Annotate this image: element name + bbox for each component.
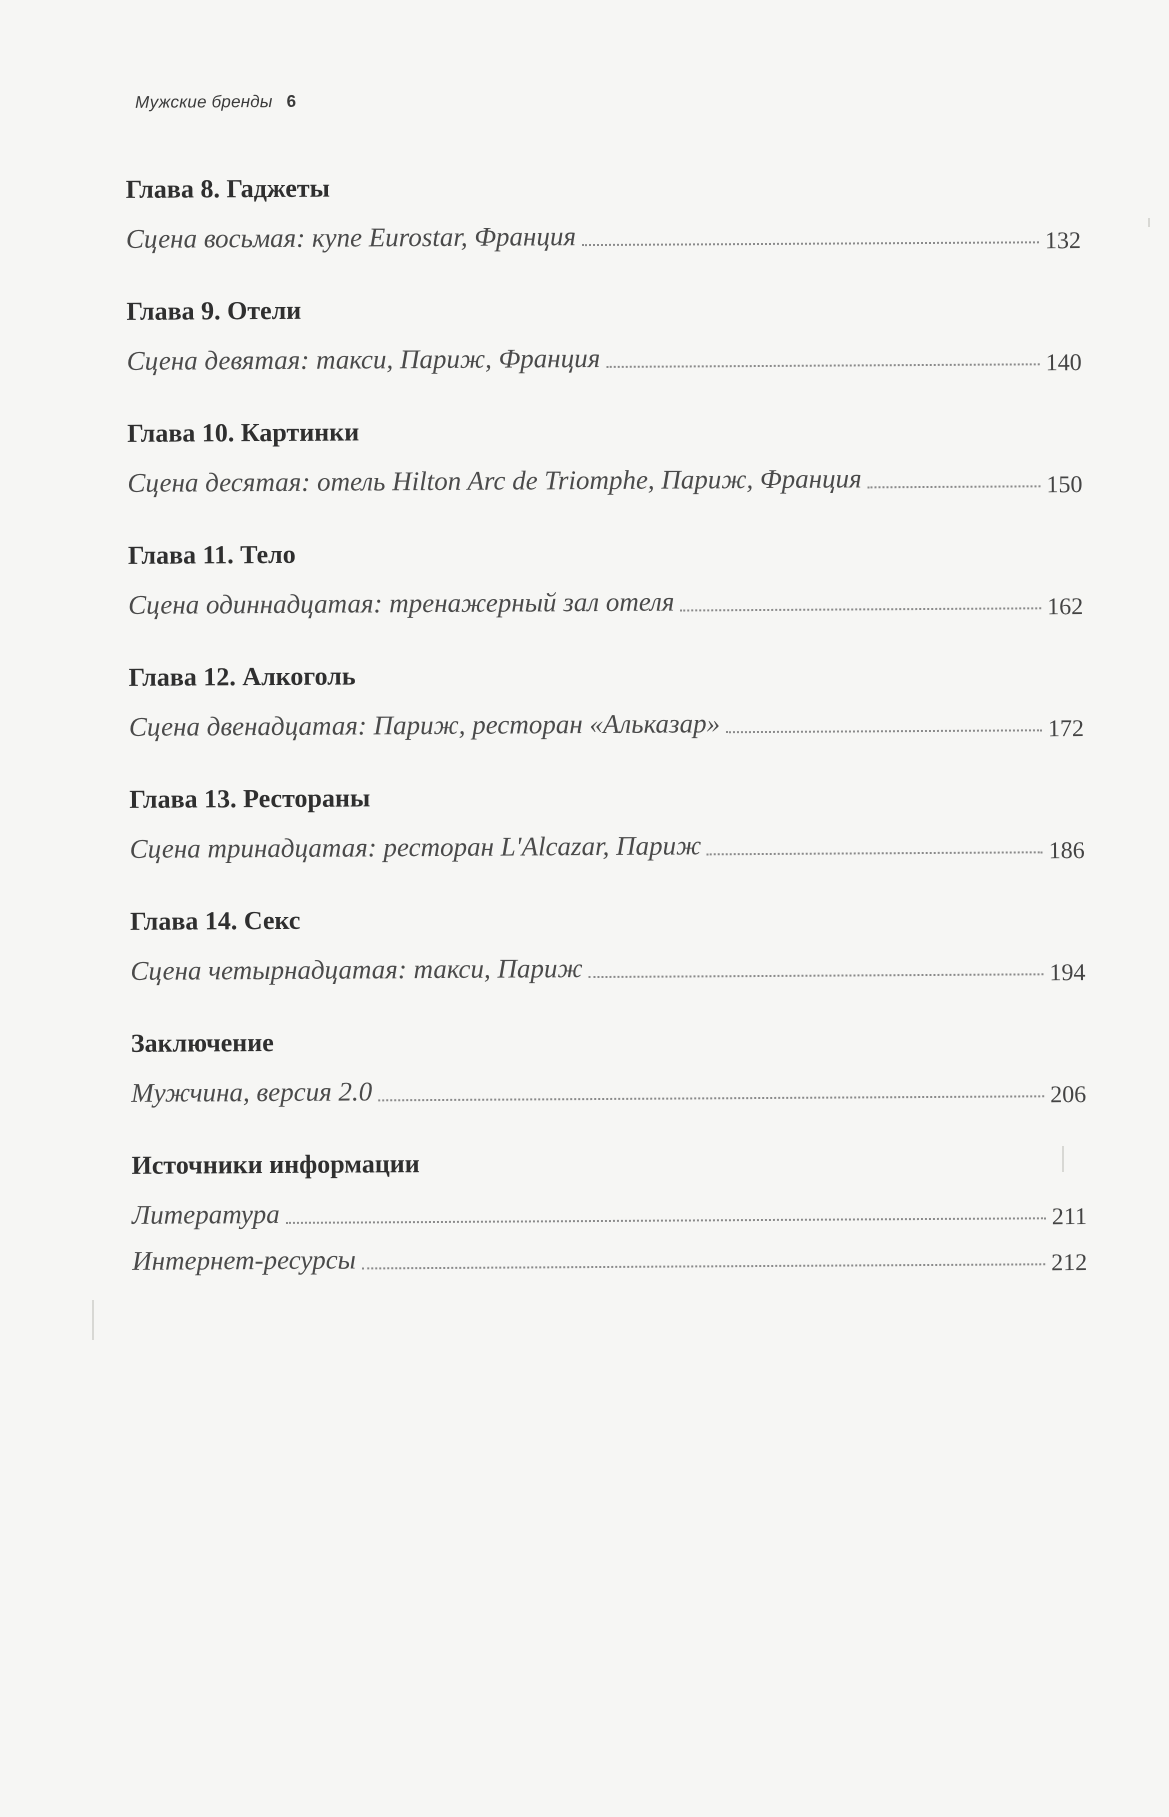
dot-leader <box>868 484 1041 488</box>
toc-section <box>130 899 1085 987</box>
toc-entry <box>127 337 1082 377</box>
page-number: 211 <box>1051 1204 1088 1231</box>
entry-title: Сцена десятая: отель Hilton Arc de Triomphe, Париж, Франция <box>127 463 862 498</box>
chapter-title: Глава 11. Тело <box>127 539 296 570</box>
running-head <box>135 92 296 113</box>
running-head-title: Мужские бренды <box>135 91 273 112</box>
entry-title: Сцена четырнадцатая: такси, Париж <box>130 953 583 986</box>
entry-title: Интернет-ресурсы <box>132 1244 357 1276</box>
chapter-title: Источники информации <box>131 1149 420 1180</box>
dot-leader <box>286 1216 1046 1224</box>
entry-title: Сцена восьмая: купе Eurostar, Франция <box>125 221 577 254</box>
dot-leader <box>362 1262 1045 1269</box>
toc-section <box>128 533 1083 621</box>
chapter-title: Глава 13. Рестораны <box>129 783 371 814</box>
toc-entry <box>132 1191 1087 1231</box>
dot-leader <box>680 606 1041 611</box>
dot-leader <box>589 972 1044 978</box>
toc-entry <box>127 459 1082 499</box>
toc-entry <box>130 947 1085 987</box>
dot-leader <box>707 850 1043 855</box>
toc-section <box>129 777 1084 865</box>
toc-entry <box>129 703 1084 743</box>
entry-title: Сцена одиннадцатая: тренажерный зал отеля <box>128 586 675 620</box>
paper-speck <box>92 1300 94 1340</box>
chapter-title: Глава 8. Гаджеты <box>125 173 331 204</box>
page-number: 132 <box>1044 228 1082 255</box>
toc-entry <box>130 825 1085 865</box>
toc-section <box>126 289 1081 377</box>
page-number: 140 <box>1045 350 1082 377</box>
entry-title: Мужчина, версия 2.0 <box>131 1076 373 1108</box>
dot-leader <box>726 728 1042 733</box>
toc-entry <box>132 1237 1087 1277</box>
page-folio: 6 <box>286 91 297 111</box>
toc-entry <box>128 581 1083 621</box>
page-number: 172 <box>1047 716 1085 743</box>
toc-section <box>129 655 1084 743</box>
dot-leader <box>378 1094 1044 1101</box>
toc-section <box>132 1143 1088 1277</box>
paper-speck <box>1062 1146 1064 1172</box>
paper-speck <box>1148 218 1150 227</box>
table-of-contents <box>126 167 1088 1317</box>
chapter-title: Глава 14. Секс <box>130 905 301 936</box>
page-number: 206 <box>1050 1082 1087 1109</box>
page-number: 194 <box>1049 960 1086 987</box>
toc-entry <box>131 1069 1086 1109</box>
page-number: 162 <box>1047 594 1084 621</box>
page-number: 212 <box>1051 1250 1088 1277</box>
chapter-title: Глава 9. Отели <box>126 295 302 326</box>
chapter-title: Глава 12. Алкоголь <box>128 661 356 692</box>
toc-section <box>126 167 1081 255</box>
page-number: 150 <box>1046 472 1083 499</box>
toc-entry <box>126 215 1081 255</box>
chapter-title: Заключение <box>130 1027 274 1058</box>
toc-section <box>131 1021 1086 1109</box>
entry-title: Сцена двенадцатая: Париж, ресторан «Альказар» <box>128 708 721 742</box>
entry-title: Сцена тринадцатая: ресторан L'Alcazar, Париж <box>129 830 702 864</box>
chapter-title: Глава 10. Картинки <box>127 417 360 448</box>
page-number: 186 <box>1048 838 1085 865</box>
dot-leader <box>582 240 1039 246</box>
entry-title: Литература <box>131 1198 280 1230</box>
toc-section <box>127 411 1082 499</box>
dot-leader <box>606 362 1039 368</box>
entry-title: Сцена девятая: такси, Париж, Франция <box>126 342 601 376</box>
